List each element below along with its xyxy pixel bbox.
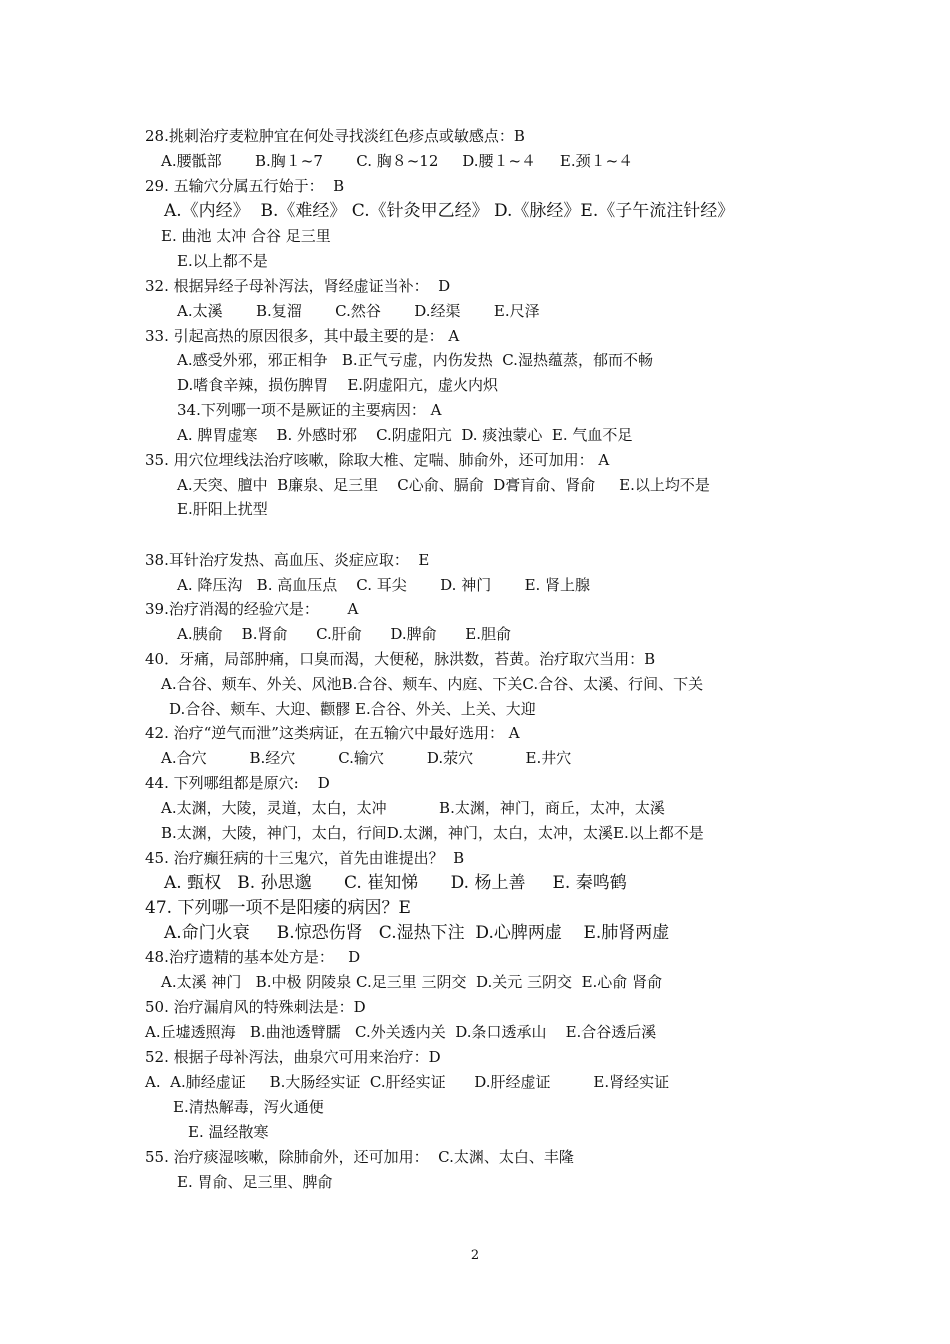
options-52: A. A.肺经虚证 B.大肠经实证 C.肝经实证 D.肝经虚证 E.肾经实证 bbox=[145, 1073, 670, 1091]
question-32: 32. 根据异经子母补泻法，肾经虚证当补： D bbox=[145, 277, 451, 295]
option-line: E.清热解毒，泻火通便 bbox=[173, 1098, 324, 1116]
question-33: 33. 引起高热的原因很多，其中最主要的是： A bbox=[145, 327, 460, 345]
options-42: A.合穴 B.经穴 C.输穴 D.荥穴 E.井穴 bbox=[161, 749, 572, 767]
option-line: E. 曲池 太冲 合谷 足三里 bbox=[161, 227, 331, 245]
options-33-a: A.感受外邪，邪正相争 B.正气亏虚，内伤发热 C.湿热蕴蒸，郁而不畅 bbox=[177, 351, 653, 369]
options-48: A.太溪 神门 B.中极 阴陵泉 C.足三里 三阴交 D.关元 三阴交 E.心俞 肾俞 bbox=[161, 973, 663, 991]
options-33-b: D.嗜食辛辣，损伤脾胃 E.阴虚阳亢，虚火内炽 bbox=[177, 376, 499, 394]
option-line: E.以上都不是 bbox=[177, 252, 268, 270]
question-28: 28.挑刺治疗麦粒肿宜在何处寻找淡红色疹点或敏感点：B bbox=[145, 127, 525, 145]
options-50: A.丘墟透照海 B.曲池透臂臑 C.外关透内关 D.条口透承山 E.合谷透后溪 bbox=[145, 1023, 657, 1041]
question-35: 35. 用穴位埋线法治疗咳嗽，除取大椎、定喘、肺俞外，还可加用： A bbox=[145, 451, 610, 469]
option-line: E. 温经散寒 bbox=[188, 1123, 269, 1141]
options-45: A. 甄权 B. 孙思邈 C. 崔知悌 D. 杨上善 E. 秦鸣鹤 bbox=[164, 873, 627, 893]
options-44-b: B.太渊，大陵，神门，太白，行间D.太渊，神门，太白，太冲，太溪E.以上都不是 bbox=[161, 824, 704, 842]
question-44: 44. 下列哪组都是原穴: D bbox=[145, 774, 330, 792]
options-34: A. 脾胃虚寒 B. 外感时邪 C.阴虚阳亢 D. 痰浊蒙心 E. 气血不足 bbox=[177, 426, 633, 444]
page-number: 2 bbox=[470, 1248, 480, 1263]
options-35: A.天突、膻中 B廉泉、足三里 C心俞、膈俞 D膏肓俞、肾俞 E.以上均不是 bbox=[177, 476, 710, 494]
options-32: A.太溪 B.复溜 C.然谷 D.经渠 E.尺泽 bbox=[177, 302, 540, 320]
question-39: 39.治疗消渴的经验穴是： A bbox=[145, 600, 359, 618]
question-50: 50. 治疗漏肩风的特殊刺法是：D bbox=[145, 998, 366, 1016]
question-29: 29. 五输穴分属五行始于： B bbox=[145, 177, 345, 195]
options-44-a: A.太渊，大陵，灵道，太白，太冲 B.太渊，神门，商丘，太冲，太溪 bbox=[161, 799, 665, 817]
question-42: 42. 治疗“逆气而泄”这类病证，在五输穴中最好选用： A bbox=[145, 724, 520, 742]
option-line: E.肝阳上扰型 bbox=[177, 500, 268, 518]
question-45: 45. 治疗癫狂病的十三鬼穴，首先由谁提出？ B bbox=[145, 849, 465, 867]
question-47: 47. 下列哪一项不是阳痿的病因？E bbox=[145, 898, 411, 918]
question-48: 48.治疗遗精的基本处方是： D bbox=[145, 948, 361, 966]
question-55: 55. 治疗痰湿咳嗽，除肺俞外，还可加用： C.太渊、太白、丰隆 bbox=[145, 1148, 574, 1166]
question-40: 40．牙痛，局部肿痛，口臭而渴，大便秘，脉洪数，苔黄。治疗取穴当用：B bbox=[145, 650, 656, 668]
options-40-a: A.合谷、颊车、外关、风池B.合谷、颊车、内庭、下关C.合谷、太溪、行间、下关 bbox=[161, 675, 704, 693]
options-40-b: D.合谷、颊车、大迎、颧髎 E.合谷、外关、上关、大迎 bbox=[169, 700, 536, 718]
question-52: 52. 根据子母补泻法，曲泉穴可用来治疗：D bbox=[145, 1048, 441, 1066]
options-55: E. 胃俞、足三里、脾俞 bbox=[177, 1173, 333, 1191]
options-47: A.命门火衰 B.惊恐伤肾 C.湿热下注 D.心脾两虚 E.肺肾两虚 bbox=[164, 923, 670, 943]
question-38: 38.耳针治疗发热、高血压、炎症应取： E bbox=[145, 551, 430, 569]
options-29: A.《内经》 B.《难经》 C.《针灸甲乙经》 D.《脉经》E.《子午流注针经》 bbox=[164, 201, 735, 221]
question-34: 34.下列哪一项不是厥证的主要病因： A bbox=[177, 401, 442, 419]
options-39: A.胰俞 B.肾俞 C.肝俞 D.脾俞 E.胆俞 bbox=[177, 625, 511, 643]
options-38: A. 降压沟 B. 高血压点 C. 耳尖 D. 神门 E. 肾上腺 bbox=[177, 576, 591, 594]
options-28: A.腰骶部 B.胸１~7 C. 胸８~12 D.腰１~４ E.颈１~４ bbox=[161, 152, 634, 170]
